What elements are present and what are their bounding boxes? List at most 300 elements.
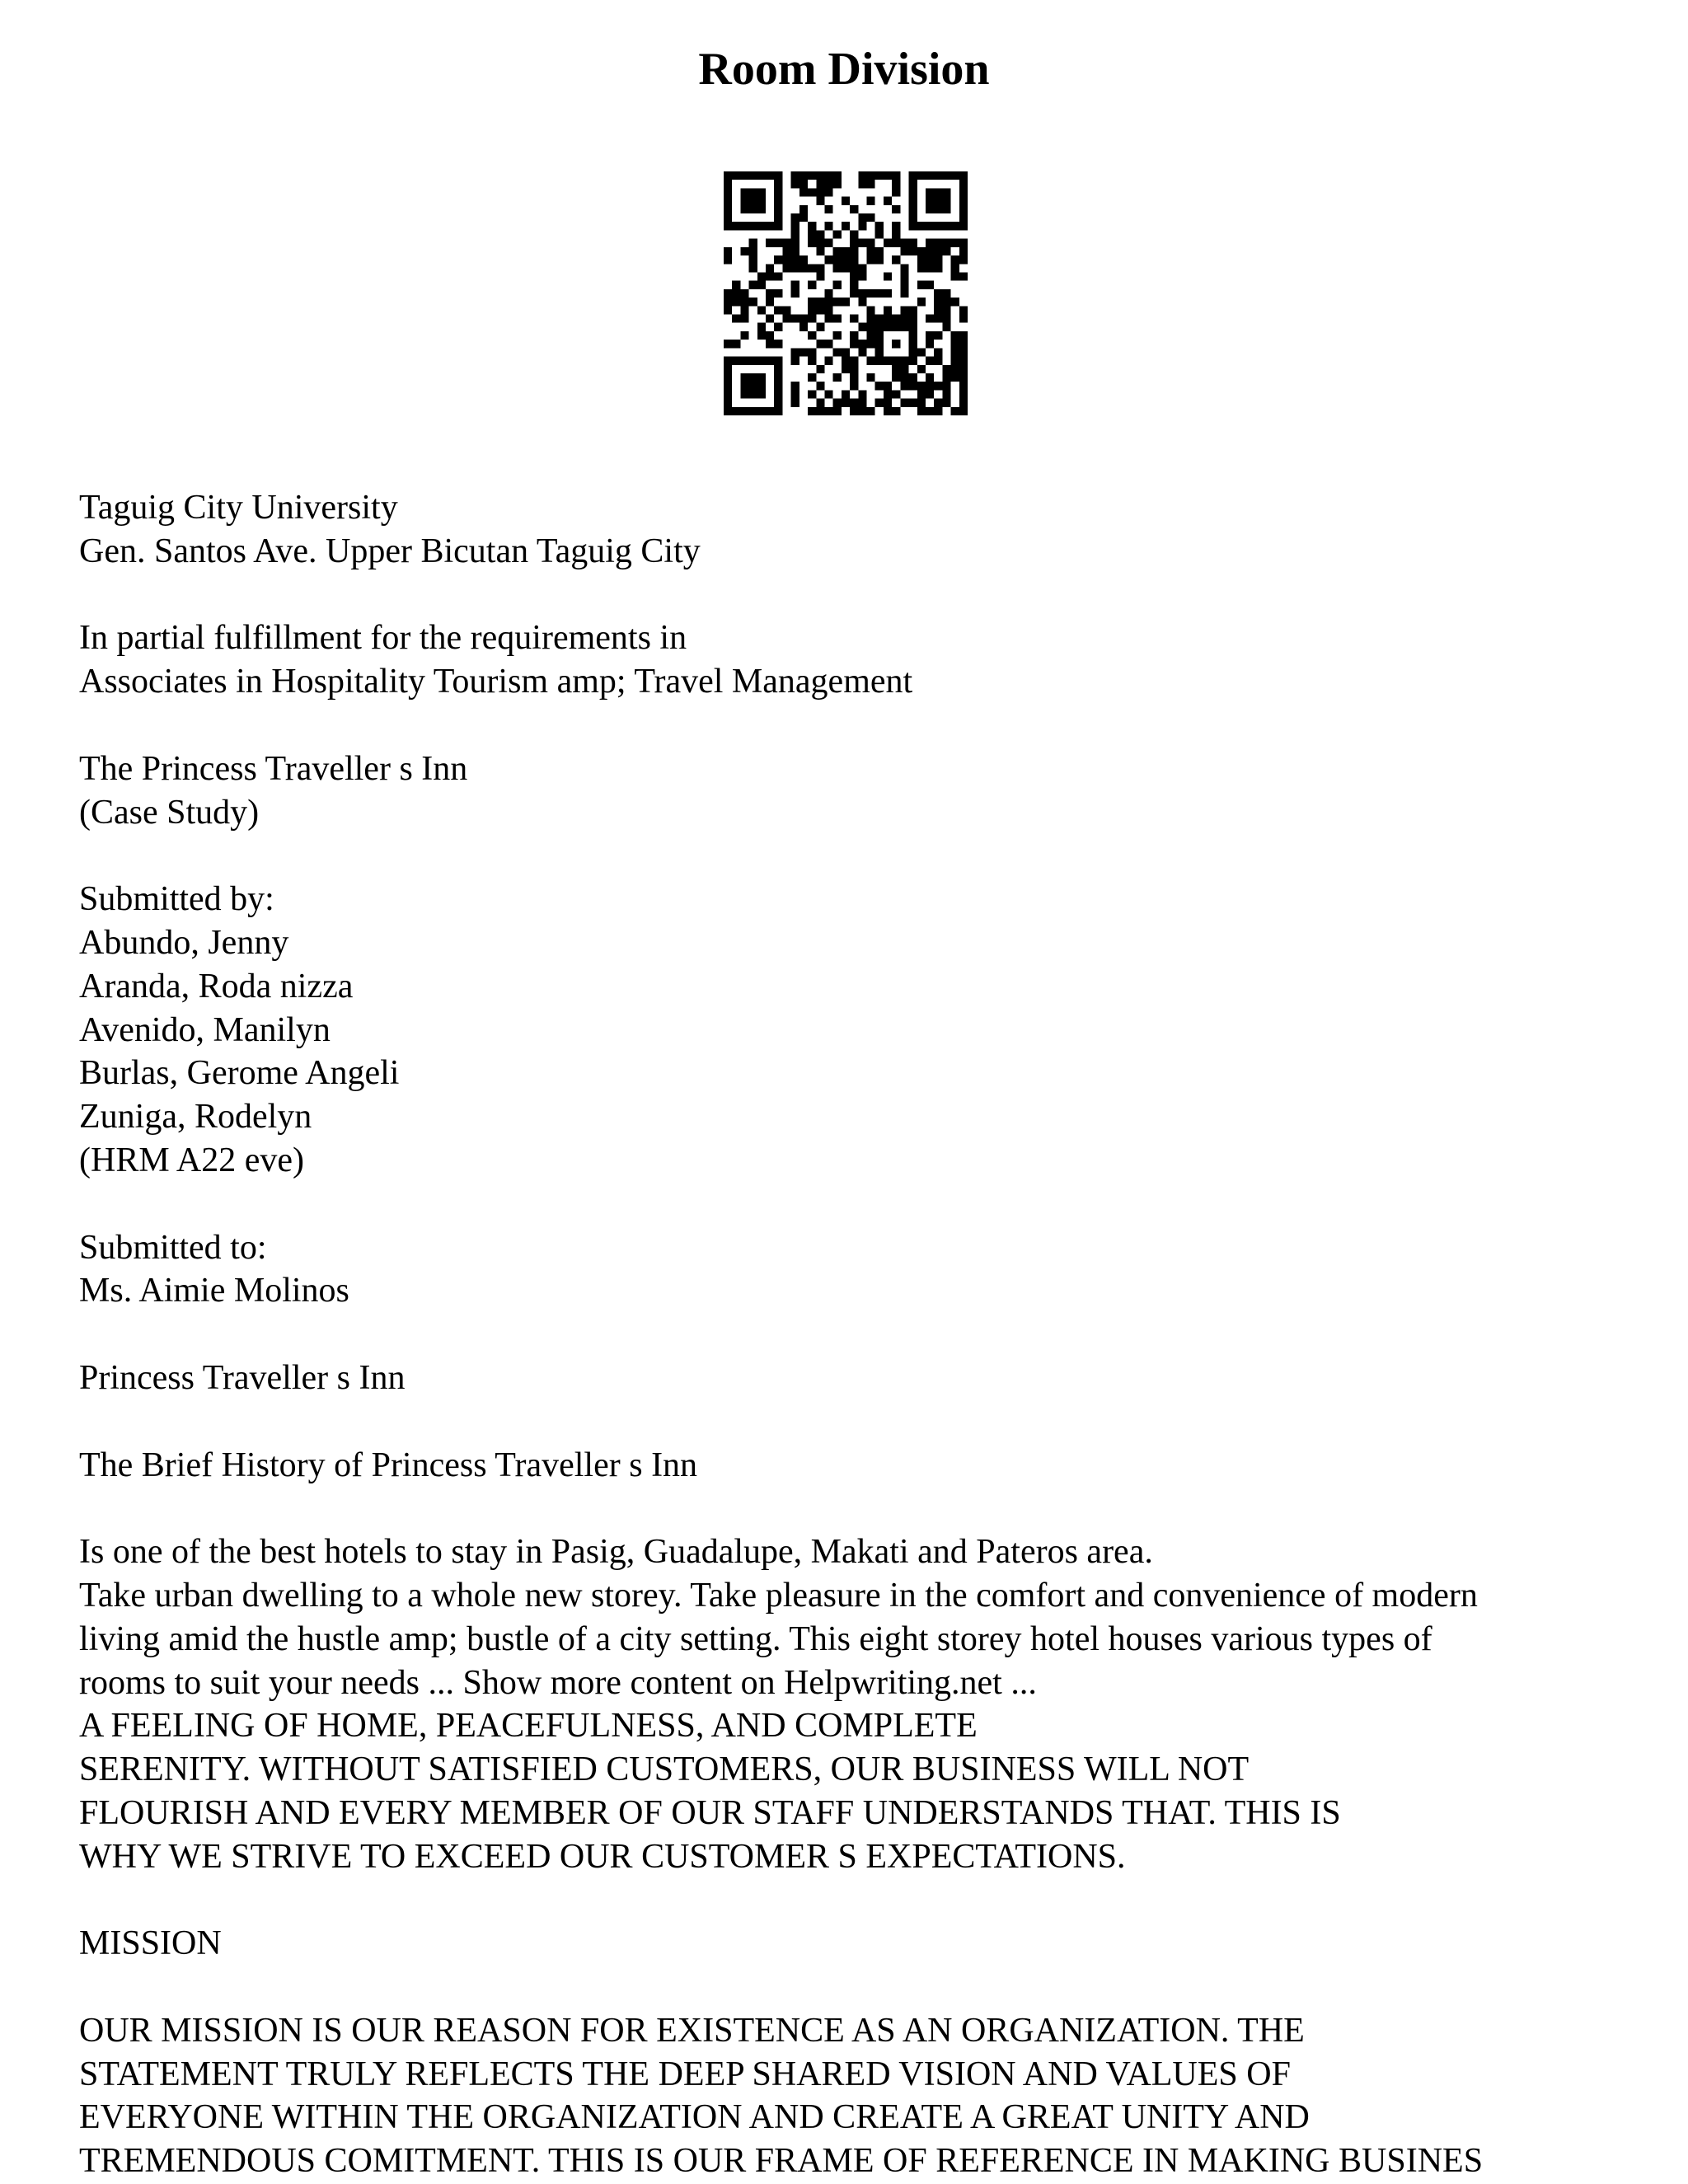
qr-module bbox=[774, 289, 782, 298]
qr-module bbox=[808, 230, 816, 238]
qr-module bbox=[816, 171, 824, 180]
qr-module bbox=[766, 298, 774, 306]
qr-module bbox=[867, 373, 875, 382]
qr-module bbox=[951, 357, 959, 365]
qr-module bbox=[740, 390, 748, 398]
qr-module bbox=[959, 272, 968, 280]
qr-module bbox=[842, 365, 850, 373]
qr-module bbox=[926, 264, 934, 272]
qr-module bbox=[757, 205, 766, 213]
qr-module bbox=[833, 171, 842, 180]
qr-module bbox=[724, 213, 732, 222]
qr-module bbox=[749, 357, 757, 365]
qr-module bbox=[808, 315, 816, 323]
qr-module bbox=[749, 281, 757, 289]
qr-module bbox=[816, 247, 824, 255]
qr-module bbox=[766, 222, 774, 230]
qr-module bbox=[934, 222, 942, 230]
qr-module bbox=[833, 255, 842, 264]
qr-module bbox=[909, 222, 917, 230]
qr-module bbox=[909, 373, 917, 382]
qr-module bbox=[740, 306, 748, 314]
qr-module bbox=[740, 205, 748, 213]
qr-module bbox=[749, 247, 757, 255]
qr-module bbox=[816, 180, 824, 188]
qr-module bbox=[875, 222, 884, 230]
qr-module bbox=[740, 407, 748, 415]
submitter-name: Burlas, Gerome Angeli bbox=[79, 1054, 400, 1093]
qr-module bbox=[926, 357, 934, 365]
qr-module bbox=[892, 188, 900, 196]
qr-module bbox=[951, 264, 959, 272]
qr-module bbox=[766, 357, 774, 365]
qr-module bbox=[808, 264, 816, 272]
qr-module bbox=[799, 180, 808, 188]
qr-module bbox=[833, 373, 842, 382]
qr-module bbox=[959, 340, 968, 348]
qr-module bbox=[774, 213, 782, 222]
qr-module bbox=[909, 348, 917, 356]
qr-module bbox=[959, 382, 968, 390]
qr-module bbox=[858, 348, 866, 356]
qr-module bbox=[833, 281, 842, 289]
qr-code bbox=[724, 171, 968, 415]
qr-module bbox=[808, 188, 816, 196]
qr-module bbox=[934, 306, 942, 314]
qr-module bbox=[858, 390, 866, 398]
qr-module bbox=[959, 407, 968, 415]
qr-module bbox=[934, 348, 942, 356]
qr-module bbox=[959, 222, 968, 230]
qr-module bbox=[917, 281, 926, 289]
qr-module bbox=[867, 407, 875, 415]
qr-module bbox=[934, 298, 942, 306]
qr-module bbox=[732, 340, 740, 348]
qr-module bbox=[816, 365, 824, 373]
qr-module bbox=[917, 298, 926, 306]
qr-module bbox=[909, 247, 917, 255]
qr-module bbox=[774, 180, 782, 188]
qr-module bbox=[926, 281, 934, 289]
qr-module bbox=[732, 171, 740, 180]
qr-module bbox=[842, 264, 850, 272]
qr-module bbox=[867, 197, 875, 205]
qr-module bbox=[900, 373, 908, 382]
qr-module bbox=[833, 264, 842, 272]
qr-module bbox=[724, 382, 732, 390]
history-line: living amid the hustle amp; bustle of a city setting. This eight storey hotel houses various types of bbox=[79, 1619, 1432, 1658]
qr-module bbox=[824, 357, 832, 365]
qr-module bbox=[791, 357, 799, 365]
qr-module bbox=[732, 315, 740, 323]
qr-module bbox=[724, 171, 732, 180]
fulfillment-line-2: Associates in Hospitality Tourism amp; Travel Management bbox=[79, 663, 913, 701]
qr-module bbox=[959, 315, 968, 323]
qr-module bbox=[824, 171, 832, 180]
qr-module bbox=[816, 239, 824, 247]
qr-module bbox=[942, 197, 950, 205]
qr-module bbox=[842, 399, 850, 407]
qr-module bbox=[951, 255, 959, 264]
qr-module bbox=[909, 180, 917, 188]
qr-module bbox=[884, 323, 892, 331]
qr-module bbox=[858, 264, 866, 272]
qr-module bbox=[816, 323, 824, 331]
qr-module bbox=[808, 298, 816, 306]
qr-module bbox=[766, 264, 774, 272]
qr-module bbox=[749, 264, 757, 272]
qr-module bbox=[917, 382, 926, 390]
qr-module bbox=[884, 289, 892, 298]
document-title: Room Division bbox=[698, 44, 990, 95]
qr-module bbox=[959, 213, 968, 222]
qr-module bbox=[808, 407, 816, 415]
qr-module bbox=[774, 239, 782, 247]
qr-module bbox=[833, 399, 842, 407]
qr-module bbox=[867, 247, 875, 255]
qr-module bbox=[774, 373, 782, 382]
qr-module bbox=[900, 281, 908, 289]
qr-module bbox=[757, 331, 766, 340]
qr-module bbox=[833, 331, 842, 340]
qr-module bbox=[892, 357, 900, 365]
qr-module bbox=[791, 390, 799, 398]
qr-module bbox=[757, 382, 766, 390]
qr-module bbox=[808, 357, 816, 365]
qr-module bbox=[934, 239, 942, 247]
qr-module bbox=[724, 390, 732, 398]
qr-module bbox=[942, 399, 950, 407]
qr-module bbox=[824, 255, 832, 264]
qr-module bbox=[884, 315, 892, 323]
qr-module bbox=[833, 247, 842, 255]
qr-module bbox=[774, 255, 782, 264]
qr-module bbox=[816, 264, 824, 272]
qr-module bbox=[884, 390, 892, 398]
qr-module bbox=[766, 272, 774, 280]
qr-module bbox=[951, 272, 959, 280]
qr-module bbox=[867, 323, 875, 331]
qr-module bbox=[867, 315, 875, 323]
qr-module bbox=[824, 188, 832, 196]
qr-module bbox=[951, 239, 959, 247]
history-line: Is one of the best hotels to stay in Pasig, Guadalupe, Makati and Pateros area. bbox=[79, 1533, 1153, 1572]
qr-module bbox=[766, 239, 774, 247]
history-line: rooms to suit your needs ... Show more content on Helpwriting.net ... bbox=[79, 1663, 1037, 1702]
qr-module bbox=[926, 222, 934, 230]
qr-module bbox=[850, 382, 858, 390]
qr-module bbox=[875, 340, 884, 348]
qr-module bbox=[824, 407, 832, 415]
qr-module bbox=[934, 197, 942, 205]
qr-module bbox=[951, 348, 959, 356]
qr-module bbox=[740, 171, 748, 180]
qr-module bbox=[782, 255, 790, 264]
qr-module bbox=[917, 399, 926, 407]
mission-line: TREMENDOUS COMITMENT. THIS IS OUR FRAME OF REFERENCE IN MAKING BUSINES bbox=[79, 2142, 1484, 2181]
qr-module bbox=[757, 373, 766, 382]
qr-module bbox=[892, 315, 900, 323]
qr-module bbox=[732, 407, 740, 415]
qr-module bbox=[774, 306, 782, 314]
qr-module bbox=[824, 315, 832, 323]
qr-module bbox=[867, 255, 875, 264]
qr-module bbox=[808, 281, 816, 289]
qr-module bbox=[892, 171, 900, 180]
qr-module bbox=[824, 222, 832, 230]
qr-module bbox=[850, 340, 858, 348]
qr-module bbox=[867, 239, 875, 247]
qr-module bbox=[791, 222, 799, 230]
qr-module bbox=[934, 188, 942, 196]
qr-module bbox=[942, 323, 950, 331]
qr-module bbox=[934, 255, 942, 264]
qr-module bbox=[774, 171, 782, 180]
qr-module bbox=[900, 399, 908, 407]
qr-module bbox=[934, 331, 942, 340]
qr-module bbox=[824, 298, 832, 306]
qr-module bbox=[917, 247, 926, 255]
qr-module bbox=[842, 247, 850, 255]
qr-module bbox=[934, 171, 942, 180]
qr-module bbox=[816, 298, 824, 306]
qr-module bbox=[951, 407, 959, 415]
qr-module bbox=[766, 331, 774, 340]
qr-module bbox=[858, 272, 866, 280]
qr-module bbox=[858, 289, 866, 298]
qr-module bbox=[850, 247, 858, 255]
qr-module bbox=[833, 407, 842, 415]
qr-module bbox=[942, 382, 950, 390]
qr-module bbox=[850, 373, 858, 382]
qr-module bbox=[791, 264, 799, 272]
qr-module bbox=[926, 171, 934, 180]
qr-module bbox=[740, 188, 748, 196]
qr-module bbox=[959, 197, 968, 205]
qr-module bbox=[724, 289, 732, 298]
qr-module bbox=[724, 180, 732, 188]
qr-module bbox=[799, 171, 808, 180]
submitter-section: (HRM A22 eve) bbox=[79, 1141, 304, 1179]
qr-module bbox=[808, 171, 816, 180]
qr-module bbox=[799, 264, 808, 272]
submitter-name: Zuniga, Rodelyn bbox=[79, 1098, 312, 1137]
qr-module bbox=[732, 281, 740, 289]
qr-module bbox=[909, 197, 917, 205]
qr-module bbox=[724, 399, 732, 407]
qr-module bbox=[774, 357, 782, 365]
qr-module bbox=[816, 340, 824, 348]
qr-module bbox=[951, 222, 959, 230]
qr-module bbox=[833, 348, 842, 356]
qr-module bbox=[724, 247, 732, 255]
qr-module bbox=[942, 222, 950, 230]
qr-module bbox=[909, 382, 917, 390]
qr-module bbox=[934, 357, 942, 365]
qr-module bbox=[951, 331, 959, 340]
qr-module bbox=[766, 315, 774, 323]
qr-module bbox=[858, 180, 866, 188]
qr-module bbox=[875, 171, 884, 180]
submitted-to-name: Ms. Aimie Molinos bbox=[79, 1272, 349, 1310]
qr-module bbox=[875, 255, 884, 264]
qr-module bbox=[740, 289, 748, 298]
qr-module bbox=[842, 390, 850, 398]
qr-module bbox=[909, 239, 917, 247]
qr-module bbox=[951, 365, 959, 373]
qr-module bbox=[867, 213, 875, 222]
qr-module bbox=[892, 222, 900, 230]
qr-module bbox=[782, 315, 790, 323]
qr-module bbox=[951, 340, 959, 348]
qr-module bbox=[774, 197, 782, 205]
qr-module bbox=[926, 373, 934, 382]
qr-module bbox=[791, 255, 799, 264]
qr-module bbox=[749, 373, 757, 382]
qr-module bbox=[774, 188, 782, 196]
qr-module bbox=[875, 230, 884, 238]
qr-module bbox=[909, 315, 917, 323]
qr-module bbox=[892, 255, 900, 264]
qr-module bbox=[749, 197, 757, 205]
qr-module bbox=[724, 255, 732, 264]
qr-module bbox=[724, 188, 732, 196]
qr-module bbox=[749, 390, 757, 398]
mission-heading: MISSION bbox=[79, 1924, 222, 1963]
qr-module bbox=[900, 306, 908, 314]
qr-module bbox=[740, 382, 748, 390]
qr-module bbox=[959, 171, 968, 180]
qr-module bbox=[808, 222, 816, 230]
qr-module bbox=[858, 340, 866, 348]
qr-module bbox=[724, 340, 732, 348]
qr-module bbox=[858, 213, 866, 222]
qr-module bbox=[875, 247, 884, 255]
qr-module bbox=[824, 205, 832, 213]
qr-module bbox=[850, 272, 858, 280]
qr-module bbox=[959, 255, 968, 264]
qr-module bbox=[732, 222, 740, 230]
qr-module bbox=[774, 382, 782, 390]
qr-module bbox=[799, 323, 808, 331]
qr-module bbox=[749, 298, 757, 306]
qr-module bbox=[892, 205, 900, 213]
qr-module bbox=[900, 382, 908, 390]
qr-module bbox=[842, 222, 850, 230]
qr-module bbox=[858, 298, 866, 306]
qr-module bbox=[926, 315, 934, 323]
qr-module bbox=[782, 239, 790, 247]
qr-module bbox=[757, 281, 766, 289]
qr-module bbox=[917, 407, 926, 415]
history-heading: The Brief History of Princess Traveller s Inn bbox=[79, 1446, 698, 1484]
qr-module bbox=[757, 357, 766, 365]
qr-module bbox=[732, 289, 740, 298]
qr-module bbox=[766, 289, 774, 298]
qr-module bbox=[884, 382, 892, 390]
qr-module bbox=[842, 357, 850, 365]
qr-module bbox=[858, 407, 866, 415]
qr-module bbox=[892, 230, 900, 238]
qr-module bbox=[757, 272, 766, 280]
qr-module bbox=[875, 399, 884, 407]
qr-module bbox=[959, 188, 968, 196]
qr-module bbox=[934, 205, 942, 213]
study-name: The Princess Traveller s Inn bbox=[79, 749, 468, 788]
qr-module bbox=[959, 306, 968, 314]
qr-module bbox=[757, 222, 766, 230]
study-type: (Case Study) bbox=[79, 793, 260, 832]
qr-module bbox=[892, 340, 900, 348]
qr-module bbox=[892, 365, 900, 373]
qr-module bbox=[892, 390, 900, 398]
qr-module bbox=[724, 298, 732, 306]
qr-module bbox=[867, 357, 875, 365]
qr-module bbox=[842, 348, 850, 356]
qr-module bbox=[926, 407, 934, 415]
qr-module bbox=[867, 289, 875, 298]
qr-module bbox=[732, 357, 740, 365]
qr-module bbox=[867, 180, 875, 188]
qr-module bbox=[884, 197, 892, 205]
qr-module bbox=[942, 373, 950, 382]
qr-module bbox=[909, 331, 917, 340]
qr-module bbox=[799, 188, 808, 196]
qr-module bbox=[875, 323, 884, 331]
qr-module bbox=[824, 289, 832, 298]
history-line: WHY WE STRIVE TO EXCEED OUR CUSTOMER S EXPECTATIONS. bbox=[79, 1837, 1126, 1876]
qr-module bbox=[917, 222, 926, 230]
qr-module bbox=[774, 222, 782, 230]
qr-module bbox=[774, 272, 782, 280]
qr-module bbox=[858, 399, 866, 407]
qr-module bbox=[942, 188, 950, 196]
qr-module bbox=[791, 180, 799, 188]
qr-module bbox=[774, 407, 782, 415]
mission-line: STATEMENT TRULY REFLECTS THE DEEP SHARED VISION AND VALUES OF bbox=[79, 2055, 1291, 2093]
qr-module bbox=[740, 357, 748, 365]
submitted-to-label: Submitted to: bbox=[79, 1228, 267, 1267]
qr-module bbox=[884, 357, 892, 365]
qr-module bbox=[740, 315, 748, 323]
university-address: Gen. Santos Ave. Upper Bicutan Taguig City bbox=[79, 532, 701, 570]
qr-module bbox=[782, 306, 790, 314]
qr-module bbox=[808, 239, 816, 247]
qr-module bbox=[892, 373, 900, 382]
qr-module bbox=[740, 373, 748, 382]
qr-module bbox=[875, 357, 884, 365]
qr-module bbox=[749, 382, 757, 390]
qr-module bbox=[926, 239, 934, 247]
qr-module bbox=[724, 357, 732, 365]
qr-module bbox=[774, 390, 782, 398]
qr-module bbox=[732, 298, 740, 306]
qr-module bbox=[959, 365, 968, 373]
qr-module bbox=[740, 298, 748, 306]
qr-module bbox=[724, 197, 732, 205]
qr-module bbox=[749, 407, 757, 415]
qr-module bbox=[951, 171, 959, 180]
document-body bbox=[79, 486, 1629, 2183]
qr-module bbox=[816, 230, 824, 238]
qr-module bbox=[816, 306, 824, 314]
qr-module bbox=[850, 205, 858, 213]
qr-module bbox=[858, 171, 866, 180]
qr-module bbox=[816, 188, 824, 196]
qr-module bbox=[740, 331, 748, 340]
qr-module bbox=[791, 230, 799, 238]
qr-module bbox=[926, 382, 934, 390]
